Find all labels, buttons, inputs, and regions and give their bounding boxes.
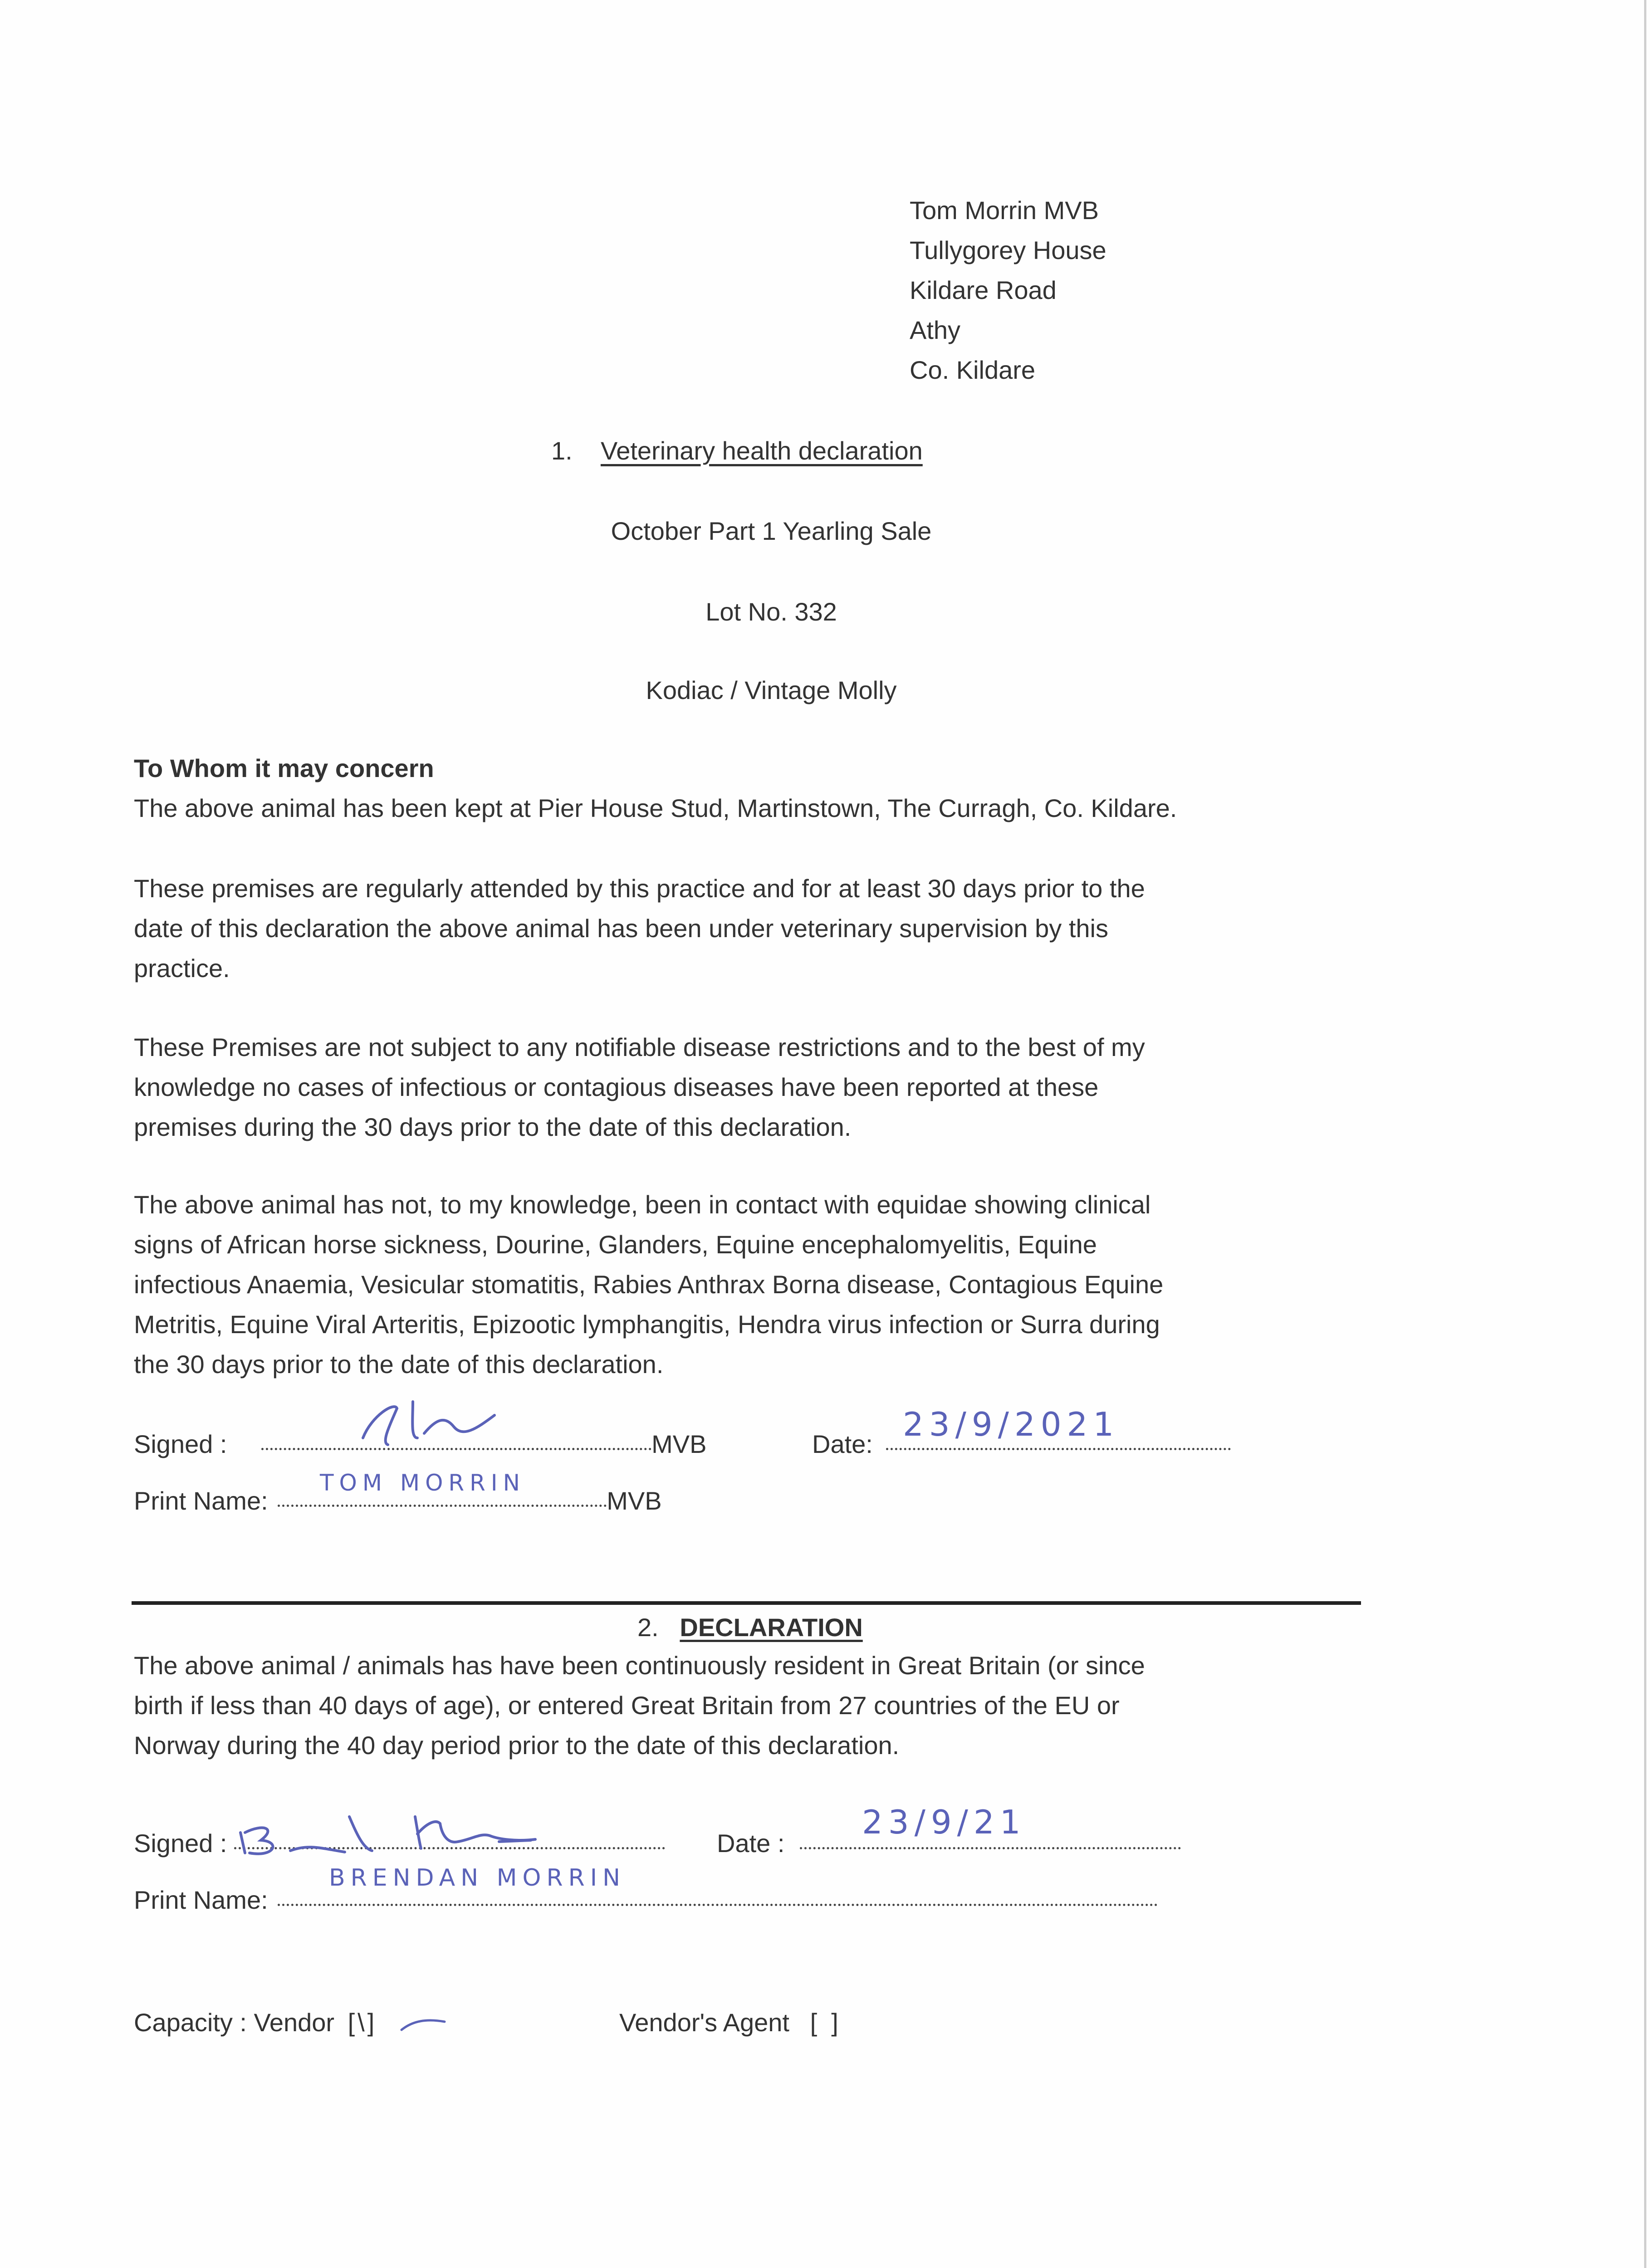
declarant-signature — [236, 1799, 690, 1871]
print-name-line[interactable] — [278, 1904, 1158, 1906]
mvb-suffix: MVB — [607, 1486, 662, 1515]
paragraph-line: Metritis, Equine Viral Arteritis, Epizootic lymphangitis, Hendra virus infection or Surra during — [134, 1310, 1160, 1339]
vendor-checkbox[interactable]: [\] — [348, 2008, 377, 2037]
paragraph-line: These premises are regularly attended by this practice and for at least 30 days prior to the — [134, 874, 1145, 903]
agent-row — [619, 2003, 838, 2043]
address-line: Tom Morrin MVB — [910, 196, 1099, 225]
paragraph-premises — [134, 788, 1372, 828]
date-line[interactable] — [886, 1448, 1231, 1450]
paragraph-line: These Premises are not subject to any notifiable disease restrictions and to the best of my — [134, 1033, 1145, 1061]
paragraph-line: knowledge no cases of infectious or contagious diseases have been reported at these — [134, 1073, 1099, 1101]
section1-title: Veterinary health declaration — [600, 436, 923, 465]
salutation: To Whom it may concern — [134, 754, 434, 782]
horse-pedigree: Kodiac / Vintage Molly — [646, 676, 897, 704]
declarant-date-handwritten: 23/9/21 — [862, 1803, 1026, 1841]
address-line: Athy — [910, 316, 961, 344]
capacity-label: Capacity : Vendor — [134, 2008, 335, 2037]
paragraph-line: Norway during the 40 day period prior to the date of this declaration. — [134, 1731, 900, 1760]
address-line: Kildare Road — [910, 276, 1057, 304]
section-divider — [132, 1601, 1361, 1605]
print-name-line[interactable] — [278, 1505, 607, 1507]
address-line: Tullygorey House — [910, 236, 1107, 264]
lot-number: Lot No. 332 — [705, 597, 837, 626]
vendor-tick-mark — [399, 2016, 454, 2034]
section2-heading — [637, 1609, 863, 1646]
section2-number: 2. — [637, 1613, 659, 1642]
declarant-print-name-handwritten: BRENDAN MORRIN — [329, 1864, 626, 1892]
vet-signature — [345, 1388, 553, 1461]
paragraph-diseases — [134, 1185, 1372, 1384]
paragraph-declaration — [134, 1646, 1372, 1765]
signed-label: Signed : — [134, 1829, 227, 1857]
scan-edge — [1644, 0, 1646, 2268]
section1-heading — [551, 431, 923, 471]
signed-label: Signed : — [134, 1430, 227, 1458]
paragraph-restrictions — [134, 1027, 1372, 1147]
date-label: Date: — [812, 1430, 873, 1458]
declarant-print-row — [134, 1880, 1158, 1920]
paragraph-line: practice. — [134, 954, 230, 982]
paragraph-line: the 30 days prior to the date of this declaration. — [134, 1350, 664, 1378]
section1-number: 1. — [551, 436, 573, 465]
agent-checkbox[interactable]: [ ] — [810, 2008, 838, 2037]
print-name-label: Print Name: — [134, 1886, 268, 1914]
date-label: Date : — [717, 1829, 785, 1857]
vet-address — [910, 191, 1107, 390]
paragraph-line: infectious Anaemia, Vesicular stomatitis, Rabies Anthrax Borna disease, Contagious Equine — [134, 1270, 1164, 1299]
paragraph-line: date of this declaration the above animal has been under veterinary supervision by this — [134, 914, 1108, 943]
mvb-suffix: MVB — [651, 1430, 707, 1458]
paragraph-line: premises during the 30 days prior to the date of this declaration. — [134, 1113, 852, 1141]
paragraph-line: The above animal has not, to my knowledge, been in contact with equidae showing clinical — [134, 1190, 1151, 1219]
section2-title: DECLARATION — [680, 1613, 863, 1642]
paragraph-line: The above animal / animals has have been continuously resident in Great Britain (or since — [134, 1651, 1145, 1680]
date-line[interactable] — [800, 1847, 1181, 1849]
sale-name: October Part 1 Yearling Sale — [611, 517, 932, 545]
paragraph-line: signs of African horse sickness, Dourine, Glanders, Equine encephalomyelitis, Equine — [134, 1230, 1097, 1259]
paragraph-line: The above animal has been kept at Pier House Stud, Martinstown, The Curragh, Co. Kildare. — [134, 794, 1177, 822]
print-name-label: Print Name: — [134, 1486, 268, 1515]
capacity-row — [134, 2003, 377, 2043]
paragraph-supervision — [134, 869, 1372, 988]
paragraph-line: birth if less than 40 days of age), or entered Great Britain from 27 countries of the EU or — [134, 1691, 1120, 1720]
agent-label: Vendor's Agent — [619, 2008, 789, 2037]
vet-date-handwritten: 23/9/2021 — [903, 1405, 1120, 1443]
vet-print-name-handwritten: TOM MORRIN — [320, 1470, 526, 1496]
address-line: Co. Kildare — [910, 356, 1036, 384]
